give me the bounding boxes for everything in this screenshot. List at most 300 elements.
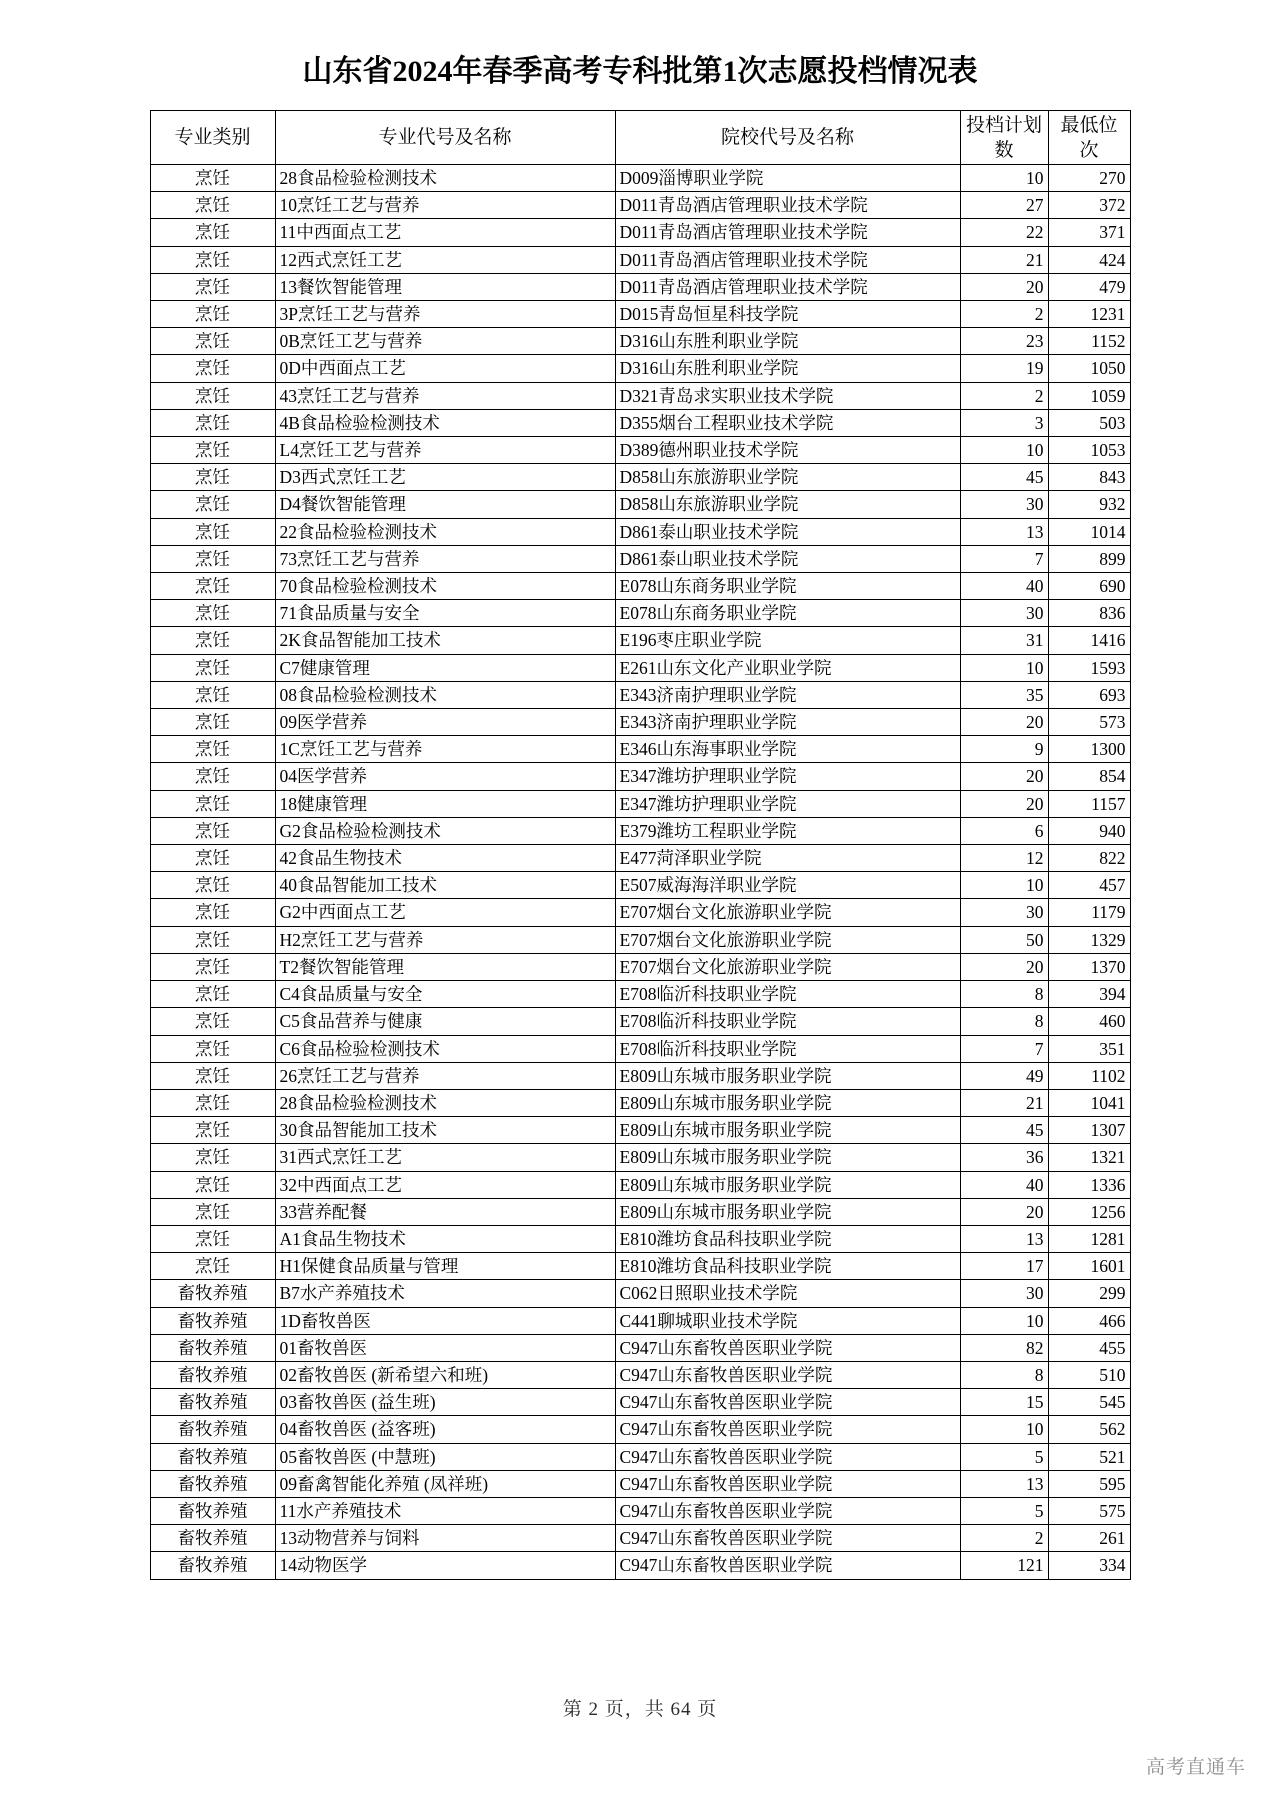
cell-school: C947山东畜牧兽医职业学院 xyxy=(615,1443,960,1470)
cell-category: 烹饪 xyxy=(150,981,275,1008)
cell-plan: 23 xyxy=(960,328,1048,355)
table-row xyxy=(150,1253,1130,1280)
cell-major: B7水产养殖技术 xyxy=(275,1280,615,1307)
cell-school: E707烟台文化旅游职业学院 xyxy=(615,899,960,926)
cell-plan: 12 xyxy=(960,845,1048,872)
cell-category: 畜牧养殖 xyxy=(150,1334,275,1361)
table-row xyxy=(150,545,1130,572)
table-row xyxy=(150,409,1130,436)
cell-rank: 261 xyxy=(1048,1525,1130,1552)
table-row xyxy=(150,1062,1130,1089)
cell-major: 31西式烹饪工艺 xyxy=(275,1144,615,1171)
watermark: 高考直通车 xyxy=(1145,1757,1246,1778)
table-row xyxy=(150,1198,1130,1225)
cell-major: 02畜牧兽医 (新希望六和班) xyxy=(275,1361,615,1388)
table-row xyxy=(150,1389,1130,1416)
table-row xyxy=(150,491,1130,518)
cell-major: C7健康管理 xyxy=(275,654,615,681)
cell-rank: 270 xyxy=(1048,165,1130,192)
table-row xyxy=(150,681,1130,708)
table-row xyxy=(150,464,1130,491)
cell-major: 71食品质量与安全 xyxy=(275,600,615,627)
cell-category: 烹饪 xyxy=(150,219,275,246)
cell-category: 烹饪 xyxy=(150,654,275,681)
table-row xyxy=(150,953,1130,980)
admission-table xyxy=(150,110,1131,1580)
cell-school: E708临沂科技职业学院 xyxy=(615,981,960,1008)
cell-school: D861泰山职业技术学院 xyxy=(615,545,960,572)
cell-rank: 1231 xyxy=(1048,301,1130,328)
cell-rank: 503 xyxy=(1048,409,1130,436)
cell-category: 烹饪 xyxy=(150,355,275,382)
cell-school: C441聊城职业技术学院 xyxy=(615,1307,960,1334)
cell-category: 烹饪 xyxy=(150,681,275,708)
table-row xyxy=(150,246,1130,273)
table-header-row xyxy=(150,111,1130,165)
cell-major: C5食品营养与健康 xyxy=(275,1008,615,1035)
cell-plan: 8 xyxy=(960,1361,1048,1388)
cell-category: 烹饪 xyxy=(150,1253,275,1280)
table-row xyxy=(150,790,1130,817)
cell-major: H1保健食品质量与管理 xyxy=(275,1253,615,1280)
cell-category: 烹饪 xyxy=(150,1198,275,1225)
cell-major: 42食品生物技术 xyxy=(275,845,615,872)
cell-category: 烹饪 xyxy=(150,491,275,518)
cell-category: 烹饪 xyxy=(150,1062,275,1089)
table-row xyxy=(150,654,1130,681)
cell-category: 烹饪 xyxy=(150,464,275,491)
cell-major: 32中西面点工艺 xyxy=(275,1171,615,1198)
table-row xyxy=(150,328,1130,355)
cell-rank: 334 xyxy=(1048,1552,1130,1579)
cell-category: 烹饪 xyxy=(150,165,275,192)
cell-category: 烹饪 xyxy=(150,545,275,572)
table-body xyxy=(150,165,1130,1580)
cell-plan: 8 xyxy=(960,981,1048,1008)
cell-school: D316山东胜利职业学院 xyxy=(615,355,960,382)
cell-rank: 822 xyxy=(1048,845,1130,872)
cell-plan: 5 xyxy=(960,1497,1048,1524)
cell-plan: 35 xyxy=(960,681,1048,708)
cell-rank: 1307 xyxy=(1048,1117,1130,1144)
cell-major: 1D畜牧兽医 xyxy=(275,1307,615,1334)
cell-school: E379潍坊工程职业学院 xyxy=(615,817,960,844)
cell-major: 1C烹饪工艺与营养 xyxy=(275,736,615,763)
cell-major: 43烹饪工艺与营养 xyxy=(275,382,615,409)
cell-school: E346山东海事职业学院 xyxy=(615,736,960,763)
table-row xyxy=(150,301,1130,328)
cell-rank: 299 xyxy=(1048,1280,1130,1307)
table-row xyxy=(150,382,1130,409)
page-footer: 第 2 页，共 64 页 xyxy=(562,1699,718,1720)
cell-plan: 50 xyxy=(960,926,1048,953)
cell-category: 烹饪 xyxy=(150,1008,275,1035)
cell-school: E261山东文化产业职业学院 xyxy=(615,654,960,681)
table-row xyxy=(150,1443,1130,1470)
cell-plan: 22 xyxy=(960,219,1048,246)
cell-plan: 40 xyxy=(960,573,1048,600)
column-header-rank: 最低位次 xyxy=(1048,111,1130,165)
cell-school: E810潍坊食品科技职业学院 xyxy=(615,1225,960,1252)
cell-category: 烹饪 xyxy=(150,1225,275,1252)
cell-plan: 2 xyxy=(960,1525,1048,1552)
cell-plan: 6 xyxy=(960,817,1048,844)
cell-category: 畜牧养殖 xyxy=(150,1389,275,1416)
cell-plan: 8 xyxy=(960,1008,1048,1035)
cell-major: H2烹饪工艺与营养 xyxy=(275,926,615,953)
cell-rank: 521 xyxy=(1048,1443,1130,1470)
cell-school: C947山东畜牧兽医职业学院 xyxy=(615,1497,960,1524)
cell-major: 28食品检验检测技术 xyxy=(275,165,615,192)
cell-major: 14动物医学 xyxy=(275,1552,615,1579)
cell-plan: 15 xyxy=(960,1389,1048,1416)
cell-category: 畜牧养殖 xyxy=(150,1525,275,1552)
cell-school: C947山东畜牧兽医职业学院 xyxy=(615,1416,960,1443)
cell-category: 烹饪 xyxy=(150,926,275,953)
cell-rank: 1416 xyxy=(1048,627,1130,654)
cell-major: A1食品生物技术 xyxy=(275,1225,615,1252)
cell-plan: 2 xyxy=(960,301,1048,328)
column-header-school: 院校代号及名称 xyxy=(615,111,960,165)
cell-plan: 20 xyxy=(960,709,1048,736)
cell-school: C947山东畜牧兽医职业学院 xyxy=(615,1525,960,1552)
cell-rank: 372 xyxy=(1048,192,1130,219)
cell-major: 13餐饮智能管理 xyxy=(275,273,615,300)
cell-rank: 1152 xyxy=(1048,328,1130,355)
cell-major: 04畜牧兽医 (益客班) xyxy=(275,1416,615,1443)
cell-major: 2K食品智能加工技术 xyxy=(275,627,615,654)
cell-rank: 1370 xyxy=(1048,953,1130,980)
cell-rank: 510 xyxy=(1048,1361,1130,1388)
table-row xyxy=(150,1307,1130,1334)
cell-rank: 455 xyxy=(1048,1334,1130,1361)
cell-major: 70食品检验检测技术 xyxy=(275,573,615,600)
cell-major: T2餐饮智能管理 xyxy=(275,953,615,980)
cell-school: E343济南护理职业学院 xyxy=(615,681,960,708)
cell-school: C947山东畜牧兽医职业学院 xyxy=(615,1470,960,1497)
cell-major: 73烹饪工艺与营养 xyxy=(275,545,615,572)
cell-plan: 13 xyxy=(960,1470,1048,1497)
cell-rank: 1059 xyxy=(1048,382,1130,409)
cell-school: D861泰山职业技术学院 xyxy=(615,518,960,545)
cell-category: 烹饪 xyxy=(150,763,275,790)
cell-category: 烹饪 xyxy=(150,817,275,844)
cell-rank: 1601 xyxy=(1048,1253,1130,1280)
cell-rank: 424 xyxy=(1048,246,1130,273)
cell-plan: 10 xyxy=(960,1307,1048,1334)
cell-major: 12西式烹饪工艺 xyxy=(275,246,615,273)
cell-plan: 30 xyxy=(960,1280,1048,1307)
cell-major: 01畜牧兽医 xyxy=(275,1334,615,1361)
table-row xyxy=(150,573,1130,600)
table-row xyxy=(150,817,1130,844)
cell-rank: 1256 xyxy=(1048,1198,1130,1225)
table-row xyxy=(150,1552,1130,1579)
table-row xyxy=(150,1416,1130,1443)
cell-major: D4餐饮智能管理 xyxy=(275,491,615,518)
cell-major: C6食品检验检测技术 xyxy=(275,1035,615,1062)
cell-major: 22食品检验检测技术 xyxy=(275,518,615,545)
cell-rank: 371 xyxy=(1048,219,1130,246)
cell-major: C4食品质量与安全 xyxy=(275,981,615,1008)
cell-plan: 7 xyxy=(960,545,1048,572)
cell-category: 烹饪 xyxy=(150,1171,275,1198)
cell-category: 烹饪 xyxy=(150,736,275,763)
cell-major: 08食品检验检测技术 xyxy=(275,681,615,708)
cell-major: 18健康管理 xyxy=(275,790,615,817)
page-title: 山东省2024年春季高考专科批第1次志愿投档情况表 xyxy=(302,55,978,88)
cell-rank: 1300 xyxy=(1048,736,1130,763)
cell-plan: 13 xyxy=(960,518,1048,545)
cell-plan: 27 xyxy=(960,192,1048,219)
cell-plan: 10 xyxy=(960,165,1048,192)
cell-school: E707烟台文化旅游职业学院 xyxy=(615,926,960,953)
cell-rank: 573 xyxy=(1048,709,1130,736)
cell-plan: 7 xyxy=(960,1035,1048,1062)
cell-plan: 20 xyxy=(960,763,1048,790)
cell-major: 10烹饪工艺与营养 xyxy=(275,192,615,219)
cell-category: 烹饪 xyxy=(150,518,275,545)
cell-category: 烹饪 xyxy=(150,627,275,654)
cell-school: E477菏泽职业学院 xyxy=(615,845,960,872)
cell-category: 畜牧养殖 xyxy=(150,1280,275,1307)
cell-school: C947山东畜牧兽医职业学院 xyxy=(615,1361,960,1388)
table-row xyxy=(150,273,1130,300)
cell-rank: 394 xyxy=(1048,981,1130,1008)
cell-rank: 1336 xyxy=(1048,1171,1130,1198)
cell-school: D858山东旅游职业学院 xyxy=(615,464,960,491)
table-row xyxy=(150,763,1130,790)
cell-category: 烹饪 xyxy=(150,301,275,328)
cell-plan: 10 xyxy=(960,872,1048,899)
cell-plan: 20 xyxy=(960,273,1048,300)
table-row xyxy=(150,1525,1130,1552)
cell-school: E809山东城市服务职业学院 xyxy=(615,1089,960,1116)
table-row xyxy=(150,1280,1130,1307)
cell-plan: 49 xyxy=(960,1062,1048,1089)
table-row xyxy=(150,1117,1130,1144)
cell-major: 11水产养殖技术 xyxy=(275,1497,615,1524)
cell-category: 烹饪 xyxy=(150,872,275,899)
table-row xyxy=(150,1470,1130,1497)
table-row xyxy=(150,845,1130,872)
cell-plan: 82 xyxy=(960,1334,1048,1361)
cell-rank: 479 xyxy=(1048,273,1130,300)
cell-rank: 1593 xyxy=(1048,654,1130,681)
cell-category: 烹饪 xyxy=(150,409,275,436)
table-row xyxy=(150,518,1130,545)
cell-major: 11中西面点工艺 xyxy=(275,219,615,246)
cell-major: 28食品检验检测技术 xyxy=(275,1089,615,1116)
table-row xyxy=(150,1334,1130,1361)
cell-school: E809山东城市服务职业学院 xyxy=(615,1144,960,1171)
cell-category: 烹饪 xyxy=(150,1144,275,1171)
cell-school: E809山东城市服务职业学院 xyxy=(615,1171,960,1198)
cell-school: E708临沂科技职业学院 xyxy=(615,1008,960,1035)
cell-major: G2食品检验检测技术 xyxy=(275,817,615,844)
cell-plan: 45 xyxy=(960,464,1048,491)
cell-category: 烹饪 xyxy=(150,246,275,273)
table-row xyxy=(150,1497,1130,1524)
cell-plan: 10 xyxy=(960,1416,1048,1443)
cell-school: E196枣庄职业学院 xyxy=(615,627,960,654)
table-row xyxy=(150,1361,1130,1388)
cell-rank: 1157 xyxy=(1048,790,1130,817)
cell-school: D011青岛酒店管理职业技术学院 xyxy=(615,273,960,300)
cell-plan: 36 xyxy=(960,1144,1048,1171)
cell-school: E078山东商务职业学院 xyxy=(615,573,960,600)
cell-school: C947山东畜牧兽医职业学院 xyxy=(615,1334,960,1361)
cell-plan: 20 xyxy=(960,953,1048,980)
cell-rank: 899 xyxy=(1048,545,1130,572)
cell-rank: 1281 xyxy=(1048,1225,1130,1252)
cell-plan: 5 xyxy=(960,1443,1048,1470)
cell-rank: 932 xyxy=(1048,491,1130,518)
cell-plan: 10 xyxy=(960,654,1048,681)
cell-school: E708临沂科技职业学院 xyxy=(615,1035,960,1062)
cell-school: D389德州职业技术学院 xyxy=(615,437,960,464)
cell-category: 烹饪 xyxy=(150,192,275,219)
cell-major: 13动物营养与饲料 xyxy=(275,1525,615,1552)
cell-category: 烹饪 xyxy=(150,1089,275,1116)
cell-rank: 1179 xyxy=(1048,899,1130,926)
table-row xyxy=(150,355,1130,382)
cell-rank: 466 xyxy=(1048,1307,1130,1334)
cell-rank: 940 xyxy=(1048,817,1130,844)
cell-school: D015青岛恒星科技学院 xyxy=(615,301,960,328)
cell-school: C062日照职业技术学院 xyxy=(615,1280,960,1307)
cell-major: 40食品智能加工技术 xyxy=(275,872,615,899)
table-row xyxy=(150,627,1130,654)
cell-school: E810潍坊食品科技职业学院 xyxy=(615,1253,960,1280)
cell-school: E343济南护理职业学院 xyxy=(615,709,960,736)
cell-category: 畜牧养殖 xyxy=(150,1443,275,1470)
cell-plan: 30 xyxy=(960,899,1048,926)
cell-school: C947山东畜牧兽医职业学院 xyxy=(615,1552,960,1579)
cell-category: 烹饪 xyxy=(150,573,275,600)
cell-rank: 690 xyxy=(1048,573,1130,600)
table-row xyxy=(150,981,1130,1008)
cell-rank: 1102 xyxy=(1048,1062,1130,1089)
cell-plan: 2 xyxy=(960,382,1048,409)
cell-category: 畜牧养殖 xyxy=(150,1470,275,1497)
cell-category: 烹饪 xyxy=(150,328,275,355)
cell-category: 畜牧养殖 xyxy=(150,1307,275,1334)
cell-plan: 17 xyxy=(960,1253,1048,1280)
cell-rank: 545 xyxy=(1048,1389,1130,1416)
cell-plan: 31 xyxy=(960,627,1048,654)
cell-category: 烹饪 xyxy=(150,845,275,872)
cell-rank: 457 xyxy=(1048,872,1130,899)
cell-major: 04医学营养 xyxy=(275,763,615,790)
cell-rank: 351 xyxy=(1048,1035,1130,1062)
cell-category: 烹饪 xyxy=(150,1035,275,1062)
cell-major: 0D中西面点工艺 xyxy=(275,355,615,382)
table-row xyxy=(150,1171,1130,1198)
cell-rank: 595 xyxy=(1048,1470,1130,1497)
table-row xyxy=(150,709,1130,736)
cell-school: E809山东城市服务职业学院 xyxy=(615,1117,960,1144)
cell-rank: 1053 xyxy=(1048,437,1130,464)
cell-school: E347潍坊护理职业学院 xyxy=(615,763,960,790)
cell-school: E809山东城市服务职业学院 xyxy=(615,1062,960,1089)
cell-school: D011青岛酒店管理职业技术学院 xyxy=(615,192,960,219)
cell-plan: 45 xyxy=(960,1117,1048,1144)
table-row xyxy=(150,192,1130,219)
table-row xyxy=(150,219,1130,246)
table-row xyxy=(150,1008,1130,1035)
cell-plan: 21 xyxy=(960,246,1048,273)
cell-category: 烹饪 xyxy=(150,273,275,300)
cell-category: 烹饪 xyxy=(150,899,275,926)
table-row xyxy=(150,1144,1130,1171)
cell-major: 03畜牧兽医 (益生班) xyxy=(275,1389,615,1416)
cell-school: D355烟台工程职业技术学院 xyxy=(615,409,960,436)
cell-plan: 19 xyxy=(960,355,1048,382)
cell-plan: 21 xyxy=(960,1089,1048,1116)
cell-plan: 13 xyxy=(960,1225,1048,1252)
cell-major: G2中西面点工艺 xyxy=(275,899,615,926)
cell-rank: 1321 xyxy=(1048,1144,1130,1171)
column-header-plan: 投档计划数 xyxy=(960,111,1048,165)
table-row xyxy=(150,736,1130,763)
cell-category: 畜牧养殖 xyxy=(150,1497,275,1524)
cell-rank: 575 xyxy=(1048,1497,1130,1524)
column-header-category: 专业类别 xyxy=(150,111,275,165)
cell-school: E809山东城市服务职业学院 xyxy=(615,1198,960,1225)
cell-plan: 121 xyxy=(960,1552,1048,1579)
cell-rank: 1014 xyxy=(1048,518,1130,545)
cell-category: 畜牧养殖 xyxy=(150,1416,275,1443)
table-row xyxy=(150,899,1130,926)
cell-category: 烹饪 xyxy=(150,1117,275,1144)
cell-school: E347潍坊护理职业学院 xyxy=(615,790,960,817)
cell-major: 0B烹饪工艺与营养 xyxy=(275,328,615,355)
cell-school: D858山东旅游职业学院 xyxy=(615,491,960,518)
cell-major: 4B食品检验检测技术 xyxy=(275,409,615,436)
cell-plan: 3 xyxy=(960,409,1048,436)
cell-plan: 40 xyxy=(960,1171,1048,1198)
cell-major: 09医学营养 xyxy=(275,709,615,736)
cell-category: 烹饪 xyxy=(150,953,275,980)
cell-category: 烹饪 xyxy=(150,382,275,409)
cell-category: 烹饪 xyxy=(150,437,275,464)
table-row xyxy=(150,872,1130,899)
cell-plan: 20 xyxy=(960,790,1048,817)
cell-rank: 854 xyxy=(1048,763,1130,790)
cell-plan: 10 xyxy=(960,437,1048,464)
table-row xyxy=(150,1089,1130,1116)
cell-school: E507威海海洋职业学院 xyxy=(615,872,960,899)
cell-category: 烹饪 xyxy=(150,709,275,736)
cell-school: D009淄博职业学院 xyxy=(615,165,960,192)
cell-school: D316山东胜利职业学院 xyxy=(615,328,960,355)
table-row xyxy=(150,1225,1130,1252)
cell-plan: 9 xyxy=(960,736,1048,763)
cell-category: 畜牧养殖 xyxy=(150,1361,275,1388)
cell-school: E707烟台文化旅游职业学院 xyxy=(615,953,960,980)
cell-rank: 836 xyxy=(1048,600,1130,627)
cell-plan: 20 xyxy=(960,1198,1048,1225)
cell-major: 33营养配餐 xyxy=(275,1198,615,1225)
cell-school: D011青岛酒店管理职业技术学院 xyxy=(615,246,960,273)
cell-rank: 843 xyxy=(1048,464,1130,491)
table-row xyxy=(150,165,1130,192)
column-header-major: 专业代号及名称 xyxy=(275,111,615,165)
cell-plan: 30 xyxy=(960,600,1048,627)
table-row xyxy=(150,600,1130,627)
cell-major: 05畜牧兽医 (中慧班) xyxy=(275,1443,615,1470)
